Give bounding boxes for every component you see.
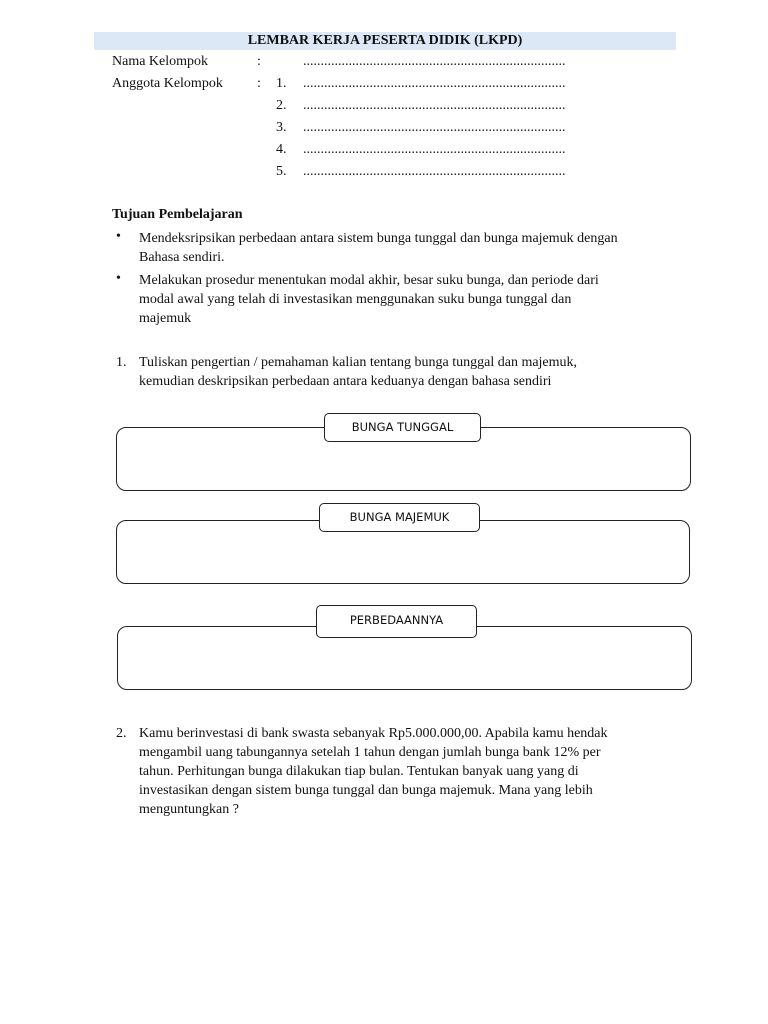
objectives-heading: Tujuan Pembelajaran xyxy=(112,207,243,222)
member-number: 1. xyxy=(276,76,287,91)
member-field[interactable]: ........................................................................... xyxy=(303,142,566,157)
member-number: 5. xyxy=(276,164,287,179)
group-name-colon: : xyxy=(257,54,261,69)
member-field[interactable]: ........................................................................... xyxy=(303,120,566,135)
group-name-field[interactable]: ........................................................................... xyxy=(303,54,566,69)
member-number: 2. xyxy=(276,98,287,113)
objective-line: modal awal yang telah di investasikan menggunakan suku bunga tunggal dan xyxy=(139,292,572,307)
page-title: LEMBAR KERJA PESERTA DIDIK (LKPD) xyxy=(94,32,676,50)
bullet-icon: • xyxy=(116,229,121,244)
member-field[interactable]: ........................................................................... xyxy=(303,76,566,91)
question-line: mengambil uang tabungannya setelah 1 tahun dengan jumlah bunga bank 12% per xyxy=(139,745,601,760)
question-text xyxy=(139,724,608,819)
member-field[interactable]: ........................................................................... xyxy=(303,164,566,179)
members-label: Anggota Kelompok xyxy=(112,76,223,91)
question-line: menguntungkan ? xyxy=(139,802,239,817)
objective-line: Melakukan prosedur menentukan modal akhir, besar suku bunga, dan periode dari xyxy=(139,273,599,288)
objective-item xyxy=(139,271,599,328)
objective-line: Bahasa sendiri. xyxy=(139,250,225,265)
question-line: Kamu berinvestasi di bank swasta sebanyak Rp5.000.000,00. Apabila kamu hendak xyxy=(139,726,608,741)
objective-line: majemuk xyxy=(139,311,192,326)
members-colon: : xyxy=(257,76,261,91)
question-number: 2. xyxy=(116,726,127,741)
question-line: kemudian deskripsikan perbedaan antara keduanya dengan bahasa sendiri xyxy=(139,374,552,389)
label-bunga-tunggal: BUNGA TUNGGAL xyxy=(324,413,481,442)
bullet-icon: • xyxy=(116,271,121,286)
question-text xyxy=(139,353,577,391)
question-line: tahun. Perhitungan bunga dilakukan tiap bulan. Tentukan banyak uang yang di xyxy=(139,764,579,779)
group-name-label: Nama Kelompok xyxy=(112,54,209,69)
label-perbedaannya: PERBEDAANNYA xyxy=(316,605,477,638)
question-number: 1. xyxy=(116,355,127,370)
label-bunga-majemuk: BUNGA MAJEMUK xyxy=(319,503,480,532)
question-line: Tuliskan pengertian / pemahaman kalian tentang bunga tunggal dan majemuk, xyxy=(139,355,578,370)
member-number: 3. xyxy=(276,120,287,135)
member-field[interactable]: ........................................................................... xyxy=(303,98,566,113)
question-line: investasikan dengan sistem bunga tunggal dan bunga majemuk. Mana yang lebih xyxy=(139,783,593,798)
objective-line: Mendeksripsikan perbedaan antara sistem bunga tunggal dan bunga majemuk dengan xyxy=(139,231,618,246)
member-number: 4. xyxy=(276,142,287,157)
objective-item xyxy=(139,229,618,267)
